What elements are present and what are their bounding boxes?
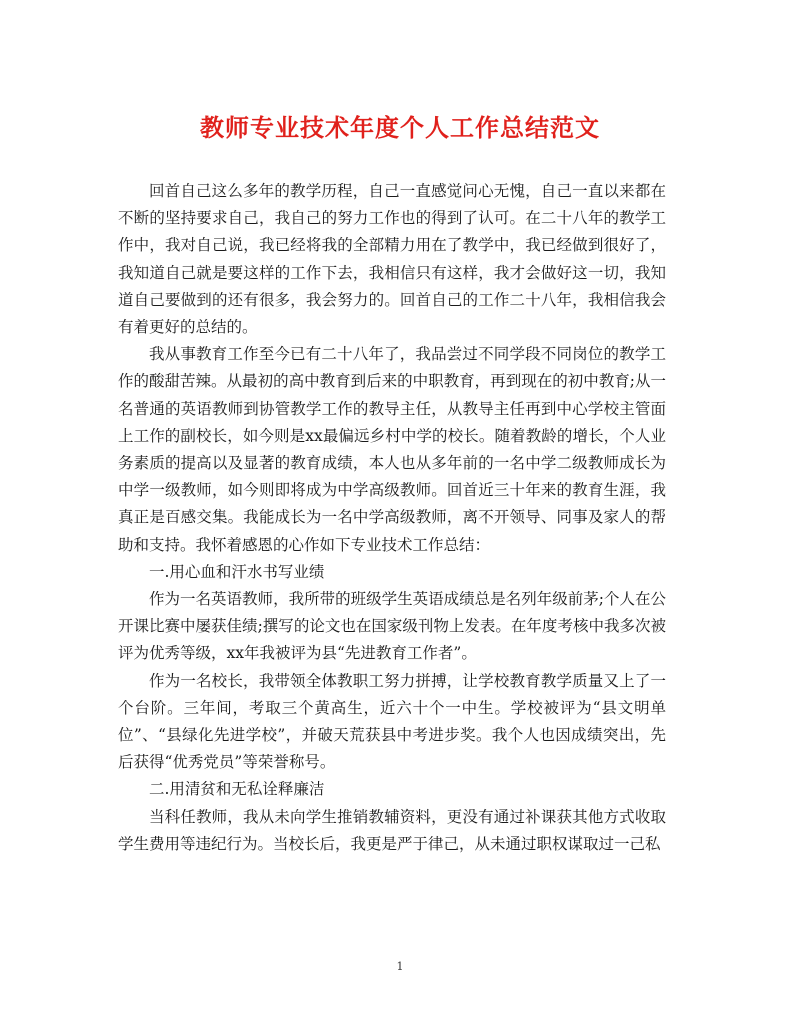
paragraph-teacher-achievements: 作为一名英语教师，我所带的班级学生英语成绩总是名列年级前茅;个人在公开课比赛中屡获佳绩;撰写的论文也在国家级刊物上发表。在年度考核中我多次被评为优秀等级，xx年我被评为县“先进教育工作者”。: [118, 590, 666, 663]
page-number: 1: [396, 960, 404, 973]
paragraph-intro: 回首自己这么多年的教学历程，自己一直感觉问心无愧，自己一直以来都在不断的坚持要求自己，我自己的努力工作也的得到了认可。在二十八年的教学工作中，我对自己说，我已经将我的全部精力用在了教学中，我已经做到很好了，我知道自己就是要这样的工作下去，我相信只有这样，我才会做好这一切，我知道自己要做到的还有很多，我会努力的。回首自己的工作二十八年，我相信我会有着更好的总结的。: [118, 182, 666, 337]
paragraph-principal-achievements: 作为一名校长，我带领全体教职工努力拼搏，让学校教育教学质量又上了一个台阶。三年间，考取三个黄高生，近六十个一中生。学校被评为“县文明单位”、“县绿化先进学校”，并破天荒获县中考进步奖。我个人也因成绩突出，先后获得“优秀党员”等荣誉称号。: [118, 671, 666, 772]
paragraph-career: 我从事教育工作至今已有二十八年了，我品尝过不同学段不同岗位的教学工作的酸甜苦辣。从最初的高中教育到后来的中职教育，再到现在的初中教育;从一名普通的英语教师到协管教学工作的教导主任，从教导主任再到中心学校主管面上工作的副校长，如今则是xx最偏远乡村中学的校长。随着教龄的增长，个人业务素质的提高以及显著的教育成绩，本人也从多年前的一名中学二级教师成长为中学一级教师，如今则即将成为中学高级教师。回首近三十年来的教育生涯，我真正是百感交集。我能成长为一名中学高级教师，离不开领导、同事及家人的帮助和支持。我怀着感恩的心作如下专业技术工作总结：: [118, 345, 666, 554]
section-heading-2: 二.用清贫和无私诠释廉洁: [149, 780, 325, 799]
document-title: 教师专业技术年度个人工作总结范文: [200, 113, 600, 142]
section-heading-1: 一.用心血和汗水书写业绩: [149, 562, 325, 581]
paragraph-integrity: 当科任教师，我从未向学生推销教辅资料，更没有通过补课获其他方式收取学生费用等违纪行为。当校长后，我更是严于律己，从未通过职权谋取过一己私: [118, 807, 666, 853]
document-body: [118, 178, 666, 858]
